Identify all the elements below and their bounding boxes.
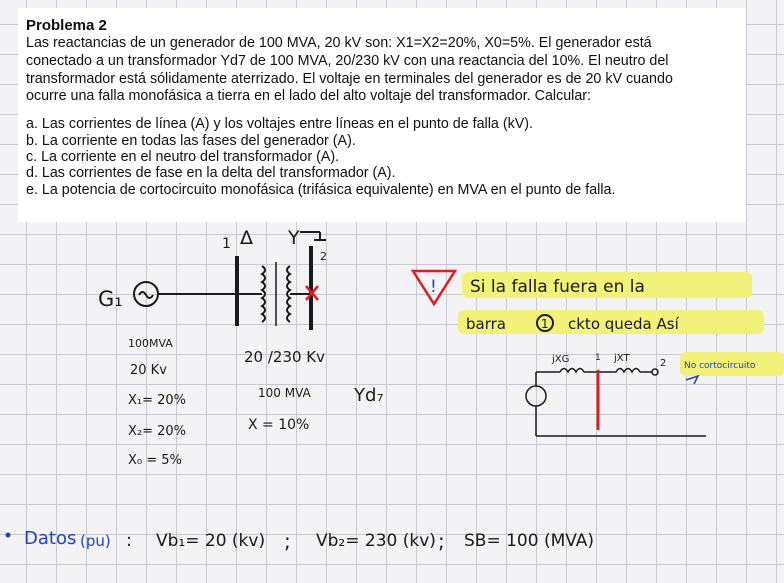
vb2-value: Vb₂= 230 (kv)	[316, 531, 436, 551]
tx-spec: X = 10%	[248, 417, 310, 433]
fault-note-line2: ckto queda Así	[568, 315, 679, 333]
wye-symbol: Y	[288, 227, 300, 249]
gen-spec: X₀ = 5%	[128, 453, 182, 468]
tx-connection: Yd₇	[354, 385, 384, 406]
tx-secondary-winding	[287, 266, 290, 322]
inductor-jxt	[616, 369, 640, 373]
separator: ;	[438, 529, 445, 553]
gen-spec: X₁= 20%	[128, 393, 187, 408]
inductor-jxg	[560, 369, 584, 373]
problem-title: Problema 2	[26, 17, 107, 34]
question-d: d. Las corrientes de fase en la delta del transformador (A).	[26, 165, 396, 182]
statement-line: transformador está sólidamente aterrizado. El voltaje en terminales del generador es de 20 kV cuando	[26, 70, 673, 87]
datos-colon: :	[126, 530, 133, 551]
statement-line: ocurre una falla monofásica a tierra en el lado del alto voltaje del transformador. Calcular:	[26, 88, 592, 105]
arrow-icon	[686, 376, 698, 384]
gen-spec: 20 Kv	[130, 363, 167, 378]
ac-wave-icon	[139, 292, 153, 298]
circuit-open-label: No cortocircuito	[684, 361, 756, 371]
sb-value: SB= 100 (MVA)	[464, 531, 595, 551]
warning-symbol: !	[430, 277, 437, 297]
datos-label: Datos	[24, 528, 77, 549]
warning-icon	[413, 271, 455, 304]
tx-primary-winding	[262, 266, 265, 322]
tx-spec: 100 MVA	[258, 386, 311, 400]
fault-note-barra: barra	[466, 315, 506, 333]
statement-line: Las reactancias de un generador de 100 MVA, 20 kV son: X1=X2=20%, X0=5%. El generador está	[26, 35, 652, 51]
question-e: e. La potencia de cortocircuito monofásica (trifásica equivalente) en MVA en el punto de falla.	[26, 181, 616, 198]
circuit-node2-label: 2	[660, 358, 667, 369]
question-b: b. La corriente en todas las fases del generador (A).	[26, 132, 356, 149]
fault-note-bus: 1	[541, 317, 549, 331]
vb1-value: Vb₁= 20 (kv)	[156, 531, 266, 551]
gen-spec: 100MVA	[128, 337, 173, 350]
gen-spec: X₂= 20%	[128, 424, 187, 439]
generator-label: G₁	[98, 287, 123, 311]
bullet-icon	[6, 533, 11, 538]
circuit-jxt-label: jXT	[614, 353, 630, 364]
fault-note-line1: Si la falla fuera en la	[470, 277, 645, 297]
circuit-node1-label: 1	[595, 353, 601, 363]
source-symbol	[526, 386, 546, 406]
open-terminal	[652, 369, 658, 375]
datos-pu: (pu)	[80, 532, 111, 550]
tx-spec: 20 /230 Kv	[244, 348, 326, 366]
delta-symbol: Δ	[240, 227, 253, 249]
circuit-jxg-label: jXG	[552, 354, 570, 365]
separator: ;	[284, 529, 291, 553]
equivalent-circuit	[526, 369, 706, 437]
question-a: a. Las corrientes de línea (A) y los voltajes entre líneas en el punto de falla (kV).	[26, 116, 534, 133]
question-c: c. La corriente en el neutro del transformador (A).	[26, 149, 340, 165]
statement-line: conectado a un transformador Yd7 de 100 MVA, 20/230 kV con una reactancia del 10%. El neutro del	[26, 52, 669, 69]
bus1-label: 1	[222, 236, 231, 252]
bus2-label: 2	[320, 250, 327, 263]
